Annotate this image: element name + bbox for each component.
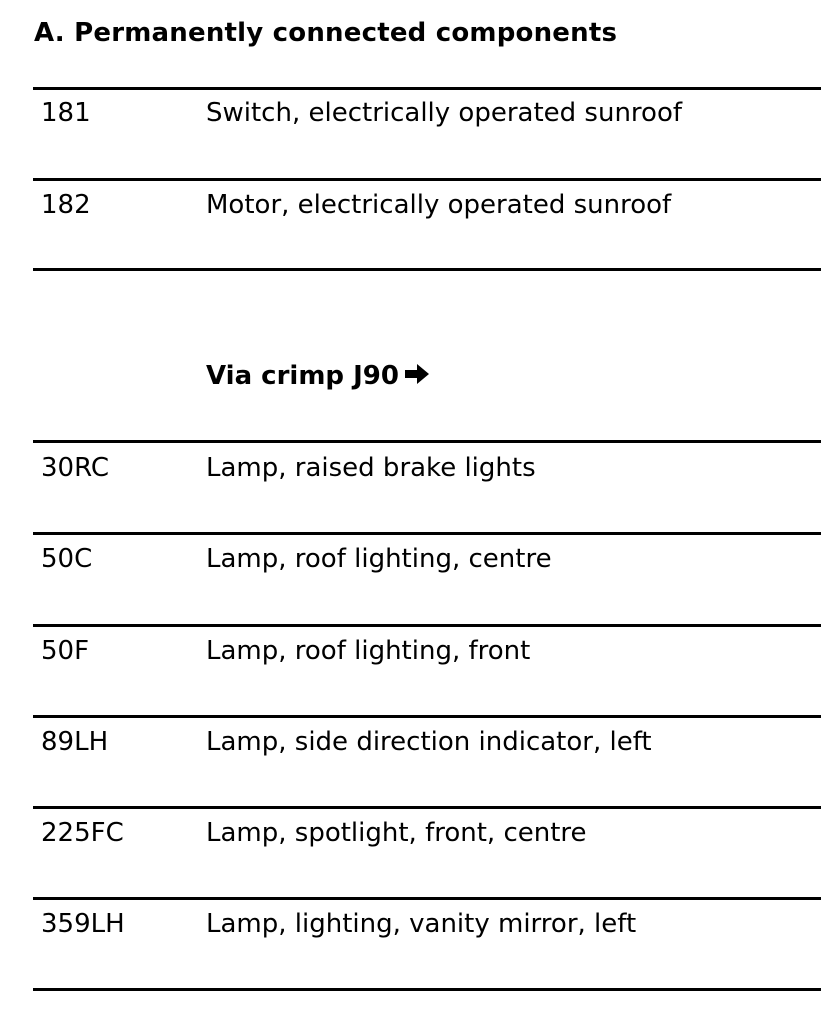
table-rule [33,897,821,900]
component-description: Lamp, lighting, vanity mirror, left [206,909,637,939]
component-description: Lamp, side direction indicator, left [206,727,652,757]
section-heading: A. Permanently connected components [34,18,618,48]
component-description: Switch, electrically operated sunroof [206,98,683,128]
component-description: Lamp, raised brake lights [206,453,536,483]
sub-heading-label: Via crimp J90 [206,361,399,391]
table-rule [33,806,821,809]
table-rule [33,532,821,535]
table-rule [33,268,821,271]
right-arrow-icon [405,361,431,391]
component-code: 182 [41,190,91,220]
component-description: Lamp, spotlight, front, centre [206,818,587,848]
table-rule [33,440,821,443]
component-code: 50C [41,544,93,574]
component-description: Lamp, roof lighting, centre [206,544,552,574]
table-rule [33,715,821,718]
table-rule [33,178,821,181]
component-code: 30RC [41,453,110,483]
component-code: 181 [41,98,91,128]
component-code: 225FC [41,818,124,848]
table-rule [33,624,821,627]
component-code: 359LH [41,909,125,939]
component-description: Motor, electrically operated sunroof [206,190,672,220]
table-rule [33,87,821,90]
table-rule [33,988,821,991]
sub-heading [206,361,431,391]
component-code: 89LH [41,727,109,757]
component-code: 50F [41,636,90,666]
component-description: Lamp, roof lighting, front [206,636,531,666]
